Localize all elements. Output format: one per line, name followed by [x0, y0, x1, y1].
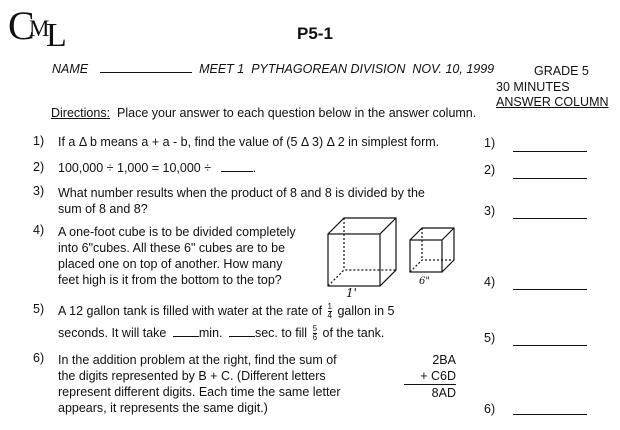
question-3-line-1: What number results when the product of 8 and 8 is divided by the	[58, 186, 425, 200]
fraction-one-quarter	[328, 303, 332, 320]
question-3-line-2: sum of 8 and 8?	[58, 202, 148, 216]
small-cube-label: 6"	[419, 276, 430, 287]
question-4-line-4: feet high is it from the bottom to the top?	[58, 273, 282, 287]
answer-2-blank[interactable]	[513, 178, 587, 179]
division-label: PYTHAGOREAN DIVISION	[251, 62, 406, 76]
answer-4-label: 4)	[484, 275, 496, 289]
question-4-line-1: A one-foot cube is to be divided completely	[58, 225, 296, 239]
logo-letter-c: C	[8, 3, 35, 48]
question-5-take-text: seconds. It will take	[58, 326, 167, 340]
question-5-line-2	[58, 324, 384, 342]
meet-label: MEET 1	[199, 62, 245, 76]
question-2-number: 2)	[33, 160, 45, 174]
question-6-line-3: represent different digits. Each time the same letter	[58, 385, 341, 399]
name-blank[interactable]	[100, 72, 192, 73]
question-5-min-label: min.	[198, 326, 223, 340]
question-1-number: 1)	[33, 134, 45, 148]
answer-2-label: 2)	[484, 163, 496, 177]
question-6-line-4: appears, it represents the same digit.)	[58, 401, 268, 415]
addition-problem	[404, 352, 456, 401]
addition-result: 8AD	[431, 386, 456, 400]
fraction-five-sixths	[313, 325, 317, 342]
addition-line-2: + C6D	[404, 368, 456, 385]
fraction-fill-denominator: 6	[312, 333, 318, 343]
question-5-line-1-end: gallon in 5	[337, 304, 395, 318]
answer-5-blank[interactable]	[513, 345, 587, 346]
grade-label: GRADE 5	[534, 64, 589, 78]
answer-5-label: 5)	[484, 331, 496, 345]
logo-letter-l: L	[46, 17, 67, 54]
question-4-line-2: into 6"cubes. All these 6" cubes are to be	[58, 241, 286, 255]
question-5-sec-label: sec. to fill	[254, 326, 308, 340]
directions-text: Place your answer to each question below in the answer column.	[117, 106, 477, 120]
question-5-line-1-text: A 12 gallon tank is filled with water at the rate of	[58, 304, 323, 318]
answer-6-label: 6)	[484, 402, 496, 416]
small-cube-icon	[410, 228, 454, 272]
answer-6-blank[interactable]	[513, 414, 587, 415]
date-label: NOV. 10, 1999	[412, 62, 495, 76]
directions-label: Directions:	[51, 106, 111, 120]
question-5-min-blank	[173, 336, 199, 337]
fraction-rate-numerator: 1	[327, 302, 332, 312]
page-title: P5-1	[297, 24, 333, 43]
name-label: NAME	[52, 62, 89, 76]
time-label: 30 MINUTES	[496, 80, 570, 94]
question-4-number: 4)	[33, 223, 45, 237]
question-5-line-1	[58, 302, 394, 320]
large-cube-icon	[328, 218, 396, 286]
question-1-text: If a Δ b means a + a - b, find the value of (5 Δ 3) Δ 2 in simplest form.	[58, 135, 440, 149]
question-5-number: 5)	[33, 302, 45, 316]
question-4-line-3: placed one on top of another. How many	[58, 257, 283, 271]
question-2-period: .	[252, 161, 257, 175]
large-cube-label: 1'	[346, 286, 357, 300]
fraction-fill-numerator: 5	[312, 324, 318, 334]
addition-line-1: 2BA	[432, 353, 456, 367]
answer-4-blank[interactable]	[513, 289, 587, 290]
question-2-text	[58, 159, 256, 177]
question-3-number: 3)	[33, 184, 45, 198]
question-2-expression: 100,000 ÷ 1,000 = 10,000 ÷	[58, 161, 212, 175]
answer-column-label: ANSWER COLUMN	[496, 95, 609, 109]
question-2-inline-blank	[221, 171, 253, 172]
answer-3-blank[interactable]	[513, 218, 587, 219]
answer-1-blank[interactable]	[513, 151, 587, 152]
logo-letter-m: M	[29, 16, 50, 41]
directions	[51, 104, 476, 122]
question-6-line-1: In the addition problem at the right, find the sum of	[58, 353, 337, 367]
question-6-number: 6)	[33, 351, 45, 365]
fraction-rate-denominator: 4	[327, 311, 332, 321]
question-5-sec-blank	[229, 336, 255, 337]
cube-drawings	[322, 210, 472, 308]
question-6-line-2: the digits represented by B + C. (Different letters	[58, 369, 326, 383]
answer-3-label: 3)	[484, 204, 496, 218]
question-5-line-2-end: of the tank.	[322, 326, 385, 340]
answer-1-label: 1)	[484, 136, 496, 150]
header-line	[52, 62, 494, 76]
